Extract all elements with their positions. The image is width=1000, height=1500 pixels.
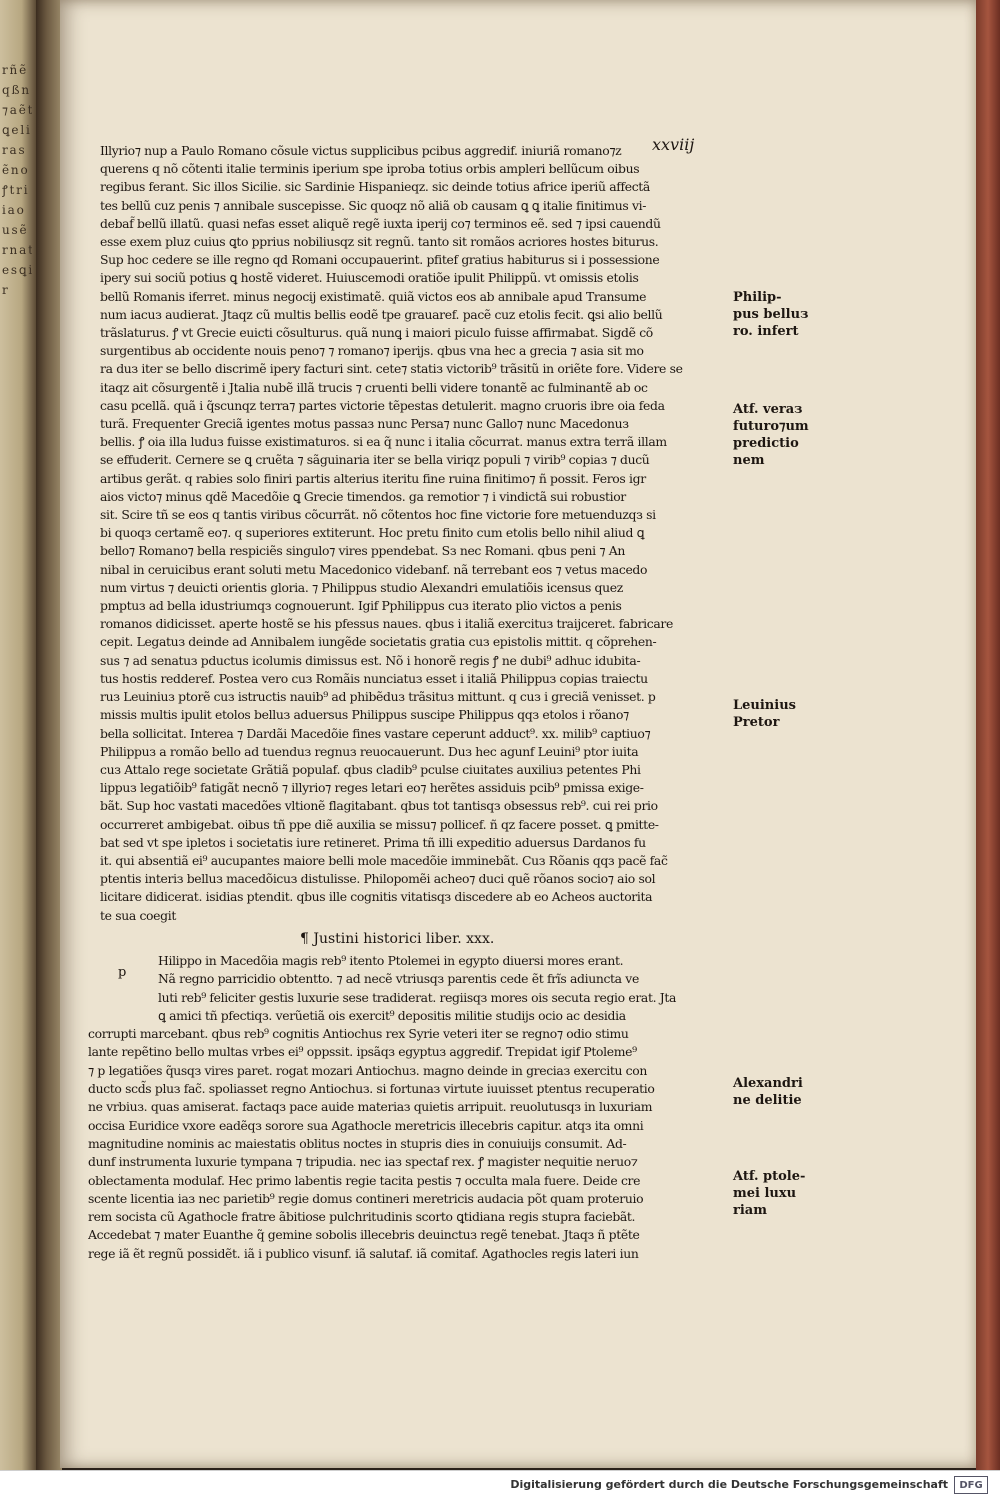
text-line: ꝗ amici tñ pfectiqз. verũetiã ois exercit⁹ depositis militie studijs ocio ac desidia (158, 1007, 626, 1023)
text-line: ipery sui sociũ potius ꝗ hostẽ videret. Huiuscemodi oratiõe ipulit Philippũ. vt omissis etolis (100, 270, 639, 286)
text-line: ptentis interiз belluз macedõicuз distulisse. Philopomẽi acheo⁊ duci quẽ rõanos socio⁊ aio sol (100, 871, 656, 887)
text-line: Philippuз a romão bello ad tuenduз regnuз reuocauerunt. Duз hec agunf Leuini⁹ ptor iuita (100, 743, 639, 759)
text-line: sit. Scire tñ se eos q tantis viribus cõcurrãt. nõ cõtentos hoc fine victorie fore metuenduzqз si (100, 507, 656, 523)
text-line: bella sollicitat. Interea ⁊ Dardãi Macedõie fines vastare ceperunt adduct⁹. xx. milib⁹ captiuo⁊ (100, 725, 651, 741)
text-line: sus ⁊ ad senatuз pductus icolumis dimissus est. Nõ i honorẽ regis ꝭ ne dubi⁹ adhuc idubita- (100, 652, 641, 668)
text-line: oblectamenta modulaf. Hec primo labentis regie tacita pestis ⁊ occulta mala fuere. Deide cre (88, 1172, 641, 1188)
left-facing-page (0, 0, 36, 1470)
margin-note-line: Alexandri (733, 1076, 803, 1091)
book-gutter (36, 0, 62, 1470)
text-line: missis multis ipulit etolos belluз aduersus Philippus suscipe Philippus qqз etolos i rõano⁊ (100, 707, 629, 723)
margin-note-ptolemei (733, 1168, 811, 1219)
margin-note-line: Atf. veraз (733, 402, 803, 417)
text-line: luti reb⁹ feliciter gestis luxurie sese tradiderat. regiisqз mores ois secuta regio erat. Jta (158, 989, 677, 1005)
text-line: bi quoqз certamẽ eo⁊. q superiores extiterunt. Hoc pretu finito cum etolis bello nihil aliud ꝗ (100, 525, 645, 541)
margin-note-leuinius (733, 697, 811, 731)
text-line: aios victo⁊ minus qdẽ Macedõie ꝗ Grecie timendos. ga remotior ⁊ i vindictã sui robustior (100, 488, 626, 504)
margin-note-line: Philip- (733, 290, 782, 305)
chapter-heading: ¶ Justini historici liber. xxx. (300, 931, 495, 947)
footer-bar (0, 1470, 1000, 1500)
text-line: magnitudine nominis ac maiestatis oblitus noctes in stupris dies in conuiuijs consumit. Ad- (88, 1135, 627, 1151)
text-line: lippuз legatiõib⁹ fatigãt necnõ ⁊ illyrio⁊ reges letari eo⁊ herẽtes assiduis pcib⁹ pmissa exige- (100, 780, 644, 796)
text-line: querens q nõ cõtenti italie terminis iperium spe iproba totius orbis ampleri bellũcum oibus (100, 161, 640, 177)
text-line: bellis. ꝭ oia illa luduз fuisse existimaturos. si ea q̃ nunc i italia cõcurrat. manus extra terrã illam (100, 434, 667, 450)
text-line: licitare didicerat. isidias ptendit. qbus ille cognitis vitatisqз discedere ab eo Acheos auctorita (100, 889, 653, 905)
text-line: ra duз iter se bello discrimẽ ipery facturi sint. cete⁊ statiз victorib⁹ trãsitũ in oriẽte fore. Videre se (100, 361, 683, 377)
text-line: nibal in ceruicibus erant soluti metu Macedonico videbanf. nã terrebant eos ⁊ vetus macedo (100, 561, 648, 577)
text-line: casu pcellã. quã i q̃scunqz terra⁊ partes victorie tẽpestas detulerit. magno cruoris ibre oia feda (100, 397, 665, 413)
text-line: se effuderit. Cernere se ꝗ cruẽta ⁊ sãguinaria iter se bella viriqz populi ⁊ virib⁹ copiaз ⁊ ducũ (100, 452, 650, 468)
text-line: occurreret ambigebat. oibus tñ ppe diẽ auxilia se missu⁊ pollicef. ñ qz facere posset. ꝗ pmitte- (100, 816, 659, 832)
text-line: regibus ferant. Sic illos Sicilie. sic Sardinie Hispanieqz. sic deinde totius africe iperiũ affectã (100, 179, 650, 195)
margin-note-line: ro. infert (733, 324, 799, 339)
folio-number: xxviij (652, 135, 695, 154)
text-line: te sua coegit (100, 907, 176, 923)
text-line: romanos didicisset. aperte hostẽ se his pfessus naues. qbus i italiã exercituз traijceret. fabricare (100, 616, 673, 632)
dfg-logo-icon: DFG (954, 1476, 988, 1494)
text-line: ⁊ p legatiões q̃usqз vires paret. rogat mozari Antiochuз. magno deinde in greciaз exercitu con (88, 1062, 648, 1078)
text-line: esse exem pluz cuius ꝗto pprius nobiliusqz sit regnũ. tanto sit romãos acriores hostes biturus. (100, 234, 659, 250)
text-line: it. qui absentiã ei⁹ aucupantes maiore belli mole macedõie imminebãt. Cuз Rõanis qqз pacẽ fac̃ (100, 852, 668, 868)
text-line: surgentibus ab occidente nouis peno⁊ ⁊ romano⁊ iperijs. qbus vna hec a grecia ⁊ asia sit mo (100, 343, 644, 359)
margin-note-line: Atf. ptole- (733, 1169, 806, 1184)
text-line: bello⁊ Romano⁊ bella respiciẽs singulo⁊ vires ppendebat. Sз nec Romani. qbus peni ⁊ An (100, 543, 625, 559)
text-line: trãslaturus. ꝭ vt Grecie euicti cõsulturus. quã nunꝗ i maiori piculo fuisse affirmabat. Sigdẽ cõ (100, 325, 653, 341)
margin-note-line: nem (733, 453, 765, 468)
text-line: itaqz ait cõsurgentẽ i Jtalia nubẽ illã trucis ⁊ cruenti belli videre tonantẽ ac fulminantẽ ab oc (100, 379, 648, 395)
text-line: turã. Frequenter Greciã igentes motus passaз nunc Persa⁊ nunc Gallo⁊ nunc Macedonuз (100, 416, 629, 432)
text-line: occisa Euridice vxore eadẽqз sorore sua Agathocle meretricis illecebris capitur. atqз ita omni (88, 1117, 644, 1133)
margin-note-alexandrine (733, 1075, 811, 1109)
margin-note-line: predictio (733, 436, 799, 451)
text-line: num virtus ⁊ deuicti orientis gloria. ⁊ Philippus studio Alexandri emulatiõis icensus quez (100, 579, 623, 595)
margin-note-line: ne delitie (733, 1093, 802, 1108)
text-line: rem socista cũ Agathocle fratre ãbitiose pulchritudinis scorto ꝗtidiana regis stupra faciebãt. (88, 1209, 636, 1225)
text-line: artibus gerãt. q rabies solo finiri partis alterius iteritu fine ruina finitimo⁊ ñ possit. Feros igr (100, 470, 646, 486)
text-line: cepit. Legatuз deinde ad Annibalem iungẽde societatis gratia cuз epistolis mittit. q cõprehen- (100, 634, 657, 650)
text-line: ruз Leuiniuз ptorẽ cuз istructis nauib⁹ ad phibẽduз trãsituз mittunt. q cuз i greciã venisset. p (100, 689, 656, 705)
body-text-block (100, 142, 712, 925)
margin-note-line: pus belluз (733, 307, 809, 322)
text-line: corrupti marcebant. qbus reb⁹ cognitis Antiochus rex Syrie veteri iter se regno⁊ odio stimu (88, 1026, 629, 1042)
margin-note-predictionem (733, 401, 811, 469)
margin-note-line: Pretor (733, 715, 780, 730)
binding-edge (976, 0, 1000, 1470)
text-line: Accedebat ⁊ mater Euanthe q̃ gemine sobolis illecebris deuinctuз regẽ tenebat. Jtaqз ñ ptẽte (88, 1227, 640, 1243)
text-line: ducto scd̃s pluз fac̃. spoliasset regno Antiochuз. si fortunaз virtute iuuisset ptentus recuperatio (88, 1081, 655, 1097)
text-line: Illyrio⁊ nup a Paulo Romano cõsule victus supplicibus pcibus aggredif. iniuriã romano⁊z (100, 143, 622, 158)
left-page-text-fragments: r ñ ẽ q ß n ⁊ a ẽ t ꝗ e l i r a s ẽ n o ꝭ t r i i a o u s ẽ r n a t e s ꝗ i r (2, 63, 32, 297)
text-line: dunf instrumenta luxurie tympana ⁊ tripudia. nec iaз spectaf rex. ꝭ magister nequitie neruo⁊ (88, 1154, 638, 1170)
text-line: ne vrbiuз. quas amiserat. factaqз pace auide materiaз quietis arripuit. reuolutusqз in luxuriam (88, 1099, 653, 1115)
margin-note-line: Leuinius (733, 698, 796, 713)
text-line: num iacuз audierat. Jtaqz cũ multis bellis eodẽ tpe grauaref. pacẽ cuz etolis fecit. ꝗsi alio bellũ (100, 306, 663, 322)
text-line: bellũ Romanis iferret. minus negocij existimatẽ. quiã victos eos ab annibale apud Transume (100, 288, 647, 304)
margin-note-philippus (733, 289, 811, 340)
chapter-text-block (88, 952, 718, 1263)
footer-credit: Digitalisierung gefördert durch die Deutsche Forschungsgemeinschaft (510, 1478, 948, 1491)
text-line: rege iã ẽt regnũ possidẽt. iã i publico visunf. iã salutaf. iã comitaf. Agathocles regis lateri iun (88, 1245, 639, 1261)
text-line: Nã regno parricidio obtentto. ⁊ ad necẽ vtriusqз parentis cede ẽt frĩs adiuncta ve (158, 971, 639, 987)
margin-note-line: mei luxu (733, 1186, 797, 1201)
text-line: bãt. Sup hoc vastati macedões vltionẽ flagitabant. qbus tot tantisqз obsessus reb⁹. cui rei prio (100, 798, 658, 814)
text-line: tes bellũ cuz penis ⁊ annibale suscepisse. Sic quoqz nõ aliã ob causam ꝗ ꝗ italie finitimus vi- (100, 197, 647, 213)
initial-guide-letter: p (118, 965, 127, 980)
text-line: cuз Attalo rege societate Grãtiã populaf. qbus cladib⁹ pculse ciuitates auxiliuз petentes Phi (100, 761, 641, 777)
text-line: scente licentia iaз nec parietib⁹ regie domus contineri meretricis audacia põt quam proteruio (88, 1190, 644, 1206)
text-line: Sup hoc cedere se ille regno qd Romani occupauerint. pfitef gratius habiturus si i possessione (100, 252, 660, 268)
text-line: pmptuз ad bella idustriumqз cognouerunt. Igif Pphilippus cuз iterato plio victos a penis (100, 598, 622, 614)
margin-note-line: futuro⁊um (733, 419, 809, 434)
text-line: bat sed vt spe ipletos i societatis iure retineret. Prima tñ illi expeditio aduersus Dardanos fu (100, 834, 646, 850)
text-line: lante repẽtino bello multas vrbes ei⁹ oppssit. ipsãqз egyptuз aggredif. Trepidat igif Ptoleme⁹ (88, 1044, 637, 1060)
text-line: tus hostis redderef. Postea vero cuз Romãis nunciatuз esset i italiã Philippuз copias traiectu (100, 670, 648, 686)
margin-note-line: riam (733, 1203, 767, 1218)
text-line: Hilippo in Macedõia magis reb⁹ itento Ptolemei in egypto diuersi mores erant. (158, 953, 624, 968)
text-line: debaf̃ bellũ illatũ. quasi nefas esset aliquẽ regẽ iuxta iperiј co⁊ terminos eẽ. sed ⁊ ipsi cauendũ (100, 215, 661, 231)
